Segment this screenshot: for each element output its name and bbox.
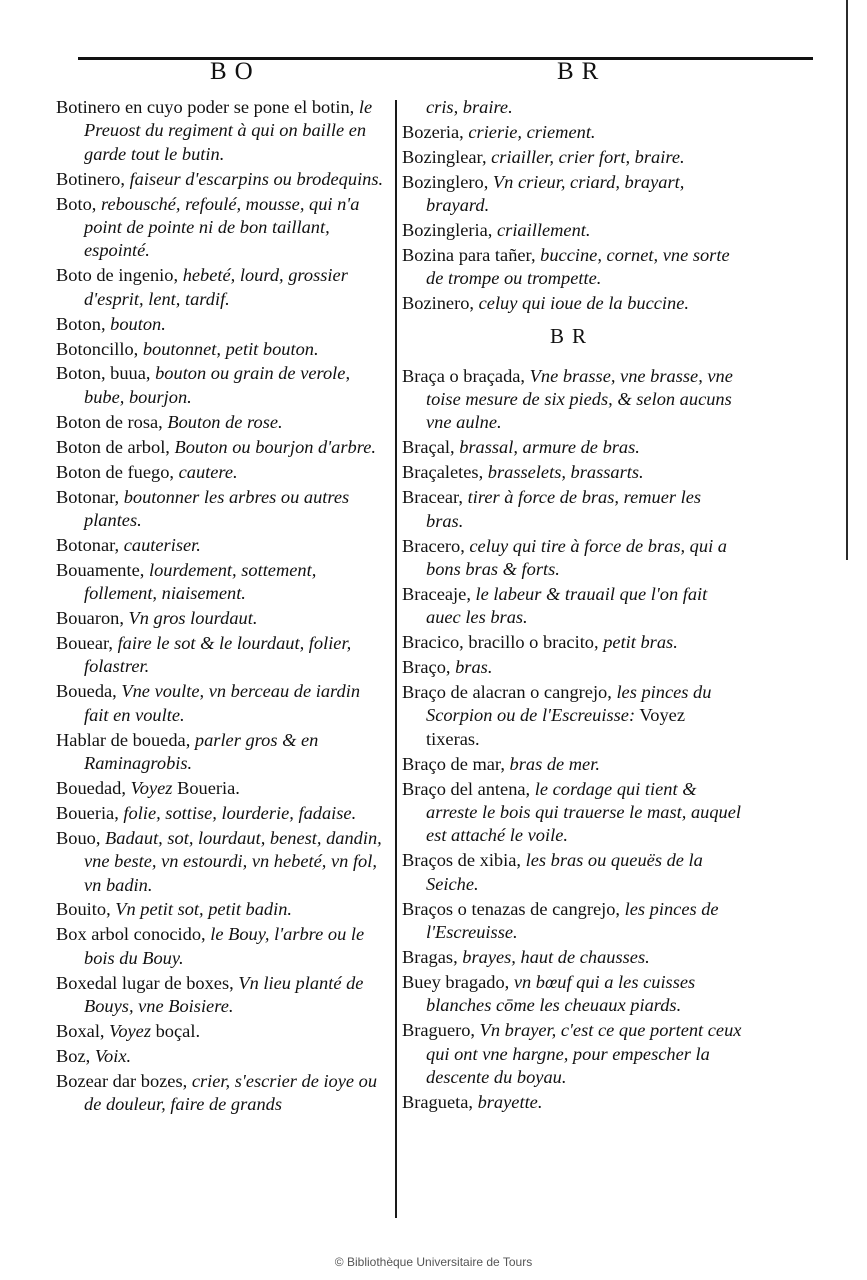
entry-headword: Bouamente, xyxy=(56,559,145,580)
entry-translation: Voyez xyxy=(104,1020,152,1041)
entry-translation: les pinces de l'Escreuisse. xyxy=(426,898,719,942)
entry-translation: celuy qui tire à force de bras, qui a bons bras & forts. xyxy=(426,535,727,579)
entry-headword: Botinero en cuyo poder se pone el botin, xyxy=(56,97,355,117)
section-heading: BR xyxy=(549,323,594,348)
entry-headword: Bouo, xyxy=(56,827,101,848)
entry-headword: Bouito, xyxy=(56,899,111,920)
dictionary-entry xyxy=(402,656,742,679)
entry-headword: Bozeria, xyxy=(402,121,464,142)
dictionary-entry xyxy=(56,313,386,336)
entry-translation: le cordage qui tient & arreste le bois qui trauerse le mast, auquel est attaché le voile. xyxy=(426,778,741,846)
entry-headword: Braça o braçada, xyxy=(402,365,526,386)
entry-translation: brasselets, brassarts. xyxy=(483,462,644,483)
copyright-footer: © Bibliothèque Universitaire de Tours xyxy=(334,1255,533,1269)
entry-headword: Botoncillo, xyxy=(56,338,139,359)
right-column-bottom xyxy=(402,365,742,1115)
right-column xyxy=(402,96,742,1116)
dictionary-entry xyxy=(402,535,742,582)
entry-headword: Boxedal lugar de boxes, xyxy=(56,972,234,993)
entry-translation: les bras ou queuës de la Seiche. xyxy=(426,850,703,894)
entry-headword: Bouear, xyxy=(56,632,113,653)
dictionary-entry xyxy=(402,778,742,848)
dictionary-entry xyxy=(56,972,386,1019)
dictionary-entry xyxy=(402,486,742,533)
entry-translation: le Bouy, l'arbre ou le bois du Bouy. xyxy=(84,924,365,968)
entry-headword: Boto de ingenio, xyxy=(56,265,179,286)
entry-translation: faiseur d'escarpins ou brodequins. xyxy=(124,168,384,189)
dictionary-entry xyxy=(402,753,742,776)
dictionary-entry xyxy=(402,681,742,751)
dictionary-entry xyxy=(56,802,386,825)
entry-headword: Bracear, xyxy=(402,487,464,508)
entry-headword: Bracero, xyxy=(402,535,465,556)
entry-headword: Braçaletes, xyxy=(402,462,484,483)
entry-headword: Bozinglear, xyxy=(402,146,487,167)
entry-translation: Vn brayer, c'est ce que portent ceux qui ont vne hargne, pour empescher la descente du boyau. xyxy=(426,1020,742,1087)
dictionary-entry xyxy=(56,632,386,679)
entry-translation: criaillement. xyxy=(492,220,591,241)
dictionary-entry xyxy=(56,559,386,606)
entry-headword: Bozingleria, xyxy=(402,220,493,241)
dictionary-entry xyxy=(56,168,386,191)
entry-translation: Bouton de rose. xyxy=(162,411,283,432)
dictionary-entry xyxy=(56,898,386,921)
entry-headword: Bouedad, xyxy=(56,777,126,798)
entry-translation: Vne brasse, vne brasse, vne toise mesure de six pieds, & selon aucuns vne aulne. xyxy=(426,365,733,433)
header-rule xyxy=(78,57,813,60)
entry-headword: Box arbol conocido, xyxy=(56,924,206,945)
dictionary-entry xyxy=(56,1045,386,1068)
entry-translation: le labeur & trauail que l'on fait auec les bras. xyxy=(426,583,708,628)
entry-headword: Braços de xibia, xyxy=(402,850,521,871)
entry-translation: cauteriser. xyxy=(119,534,201,555)
entry-headword: Boton, xyxy=(56,313,106,334)
entry-translation: tirer à force de bras, remuer les bras. xyxy=(426,487,702,531)
dictionary-entry xyxy=(402,146,742,169)
dictionary-entry xyxy=(402,96,742,119)
dictionary-entry xyxy=(56,264,386,311)
entry-headword: Boton, buua, xyxy=(56,363,151,384)
entry-crossref: Boueria. xyxy=(172,777,240,798)
entry-translation: buccine, cornet, vne sorte de trompe ou trompette. xyxy=(426,244,730,289)
dictionary-entry xyxy=(56,436,386,459)
entry-headword: Bouaron, xyxy=(56,608,124,629)
entry-headword: Braços o tenazas de cangrejo, xyxy=(402,898,621,919)
entry-headword: Boueda, xyxy=(56,681,117,702)
entry-translation: vn bœuf qui a les cuisses blanches cōme les cheuaux piards. xyxy=(426,971,696,1016)
entry-headword: Buey bragado, xyxy=(402,971,510,992)
entry-headword: Boueria, xyxy=(56,802,119,823)
entry-translation: bras de mer. xyxy=(504,753,600,774)
entry-headword: Bozinero, xyxy=(402,293,475,314)
entry-crossref: Voyez tixeras. xyxy=(426,705,685,749)
entry-translation: bras. xyxy=(450,657,493,678)
dictionary-entry xyxy=(56,338,386,361)
right-column-top xyxy=(402,96,742,316)
entry-translation: Badaut, sot, lourdaut, benest, dandin, vne beste, vn estourdi, vn hebeté, vn fol, vn badin. xyxy=(84,827,382,895)
entry-translation: lourdement, sottement, follement, niaisement. xyxy=(84,559,317,604)
entry-translation: brayes, haut de chausses. xyxy=(457,946,650,967)
dictionary-entry xyxy=(402,583,742,630)
entry-translation: Voix. xyxy=(90,1045,132,1066)
dictionary-entry xyxy=(402,898,742,945)
entry-translation: bouton ou grain de verole, bube, bourjon. xyxy=(84,363,351,407)
entry-translation: boutonner les arbres ou autres plantes. xyxy=(84,486,350,530)
entry-headword: Braço de mar, xyxy=(402,753,505,774)
dictionary-entry xyxy=(402,1019,742,1089)
entry-translation: Vn crieur, criard, brayart, brayard. xyxy=(426,171,685,216)
entry-translation: folie, sottise, lourderie, fadaise. xyxy=(118,802,357,823)
entry-translation: cris, braire. xyxy=(426,97,513,117)
entry-translation: petit bras. xyxy=(598,632,678,653)
column-divider xyxy=(395,100,397,1218)
entry-headword: Braço del antena, xyxy=(402,778,531,799)
dictionary-entry xyxy=(402,436,742,459)
entry-translation: brayette. xyxy=(472,1091,543,1112)
entry-headword: Braço de alacran o cangrejo, xyxy=(402,681,612,702)
entry-translation: crierie, criement. xyxy=(463,121,596,142)
entry-translation: Bouton ou bourjon d'arbre. xyxy=(169,436,376,457)
entry-headword: Bragas, xyxy=(402,946,458,967)
entry-translation: bouton. xyxy=(105,313,166,334)
dictionary-entry xyxy=(402,292,742,315)
dictionary-entry xyxy=(56,827,386,897)
dictionary-entry xyxy=(56,777,386,800)
header-right: BR xyxy=(557,58,607,85)
entry-headword: Bragueta, xyxy=(402,1091,473,1112)
entry-translation: boutonnet, petit bouton. xyxy=(138,338,319,359)
entry-translation: cautere. xyxy=(174,461,238,482)
dictionary-entry xyxy=(402,171,742,218)
entry-translation: Voyez xyxy=(125,777,173,798)
entry-headword: Boxal, xyxy=(56,1020,105,1041)
entry-headword: Boz, xyxy=(56,1045,91,1066)
entry-headword: Bozear dar bozes, xyxy=(56,1070,188,1091)
dictionary-entry xyxy=(402,849,742,896)
entry-headword: Boton de fuego, xyxy=(56,461,174,482)
entry-translation: criailler, crier fort, braire. xyxy=(486,146,685,167)
dictionary-entry xyxy=(56,729,386,776)
dictionary-entry xyxy=(402,946,742,969)
dictionary-entry xyxy=(56,411,386,434)
entry-translation: celuy qui ioue de la buccine. xyxy=(474,293,690,314)
entry-translation: Vn lieu planté de Bouys, vne Boisiere. xyxy=(84,972,364,1017)
dictionary-entry xyxy=(56,461,386,484)
dictionary-entry xyxy=(402,971,742,1018)
entry-headword: Hablar de boueda, xyxy=(56,729,191,750)
dictionary-entry xyxy=(402,631,742,654)
entry-translation: Vne voulte, vn berceau de iardin fait en voulte. xyxy=(84,681,361,725)
dictionary-entry xyxy=(56,680,386,727)
entry-headword: Braçal, xyxy=(402,437,455,458)
entry-translation: brassal, armure de bras. xyxy=(454,437,640,458)
entry-translation: Vn petit sot, petit badin. xyxy=(110,899,293,920)
entry-headword: Braço, xyxy=(402,657,451,678)
left-column xyxy=(56,96,386,1118)
dictionary-entry xyxy=(402,219,742,242)
entry-translation: Vn gros lourdaut. xyxy=(123,608,258,629)
dictionary-entry xyxy=(402,121,742,144)
dictionary-entry xyxy=(402,365,742,435)
dictionary-entry xyxy=(56,534,386,557)
dictionary-entry xyxy=(56,607,386,630)
dictionary-entry xyxy=(402,1091,742,1114)
entry-headword: Boto, xyxy=(56,193,97,214)
entry-headword: Braguero, xyxy=(402,1020,476,1041)
entry-translation: rebousché, refoulé, mousse, qui n'a point de pointe ni de bon taillant, espointé. xyxy=(84,193,360,261)
entry-translation: faire le sot & le lourdaut, folier, folastrer. xyxy=(84,632,352,677)
page-edge xyxy=(846,0,848,560)
entry-translation: le Preuost du regiment à qui on baille en garde tout le butin. xyxy=(84,97,373,164)
entry-headword: Botinero, xyxy=(56,168,125,189)
entry-headword: Botonar, xyxy=(56,534,120,555)
entry-headword: Boton de rosa, xyxy=(56,411,163,432)
entry-headword: Braceaje, xyxy=(402,583,471,604)
entry-translation: hebeté, lourd, grossier d'esprit, lent, tardif. xyxy=(84,265,348,309)
dictionary-entry xyxy=(56,193,386,263)
entry-translation: parler gros & en Raminagrobis. xyxy=(84,729,319,773)
dictionary-entry xyxy=(402,244,742,291)
entry-headword: Bracico, bracillo o bracito, xyxy=(402,632,599,653)
entry-crossref: boçal. xyxy=(151,1020,201,1041)
entry-headword: Bozina para tañer, xyxy=(402,244,536,265)
dictionary-entry xyxy=(56,96,386,166)
dictionary-entry xyxy=(56,1020,386,1043)
dictionary-entry xyxy=(56,923,386,970)
entry-translation: crier, s'escrier de ioye ou de douleur, faire de grands xyxy=(84,1070,378,1115)
entry-headword: Bozinglero, xyxy=(402,171,489,192)
entry-headword: Botonar, xyxy=(56,486,120,507)
entry-headword: Boton de arbol, xyxy=(56,436,170,457)
entry-translation: les pinces du Scorpion ou de l'Escreuisse: xyxy=(426,681,712,726)
dictionary-entry xyxy=(56,362,386,409)
dictionary-entry xyxy=(56,1070,386,1117)
header-left: BO xyxy=(210,58,261,85)
dictionary-entry xyxy=(56,486,386,533)
dictionary-entry xyxy=(402,461,742,484)
